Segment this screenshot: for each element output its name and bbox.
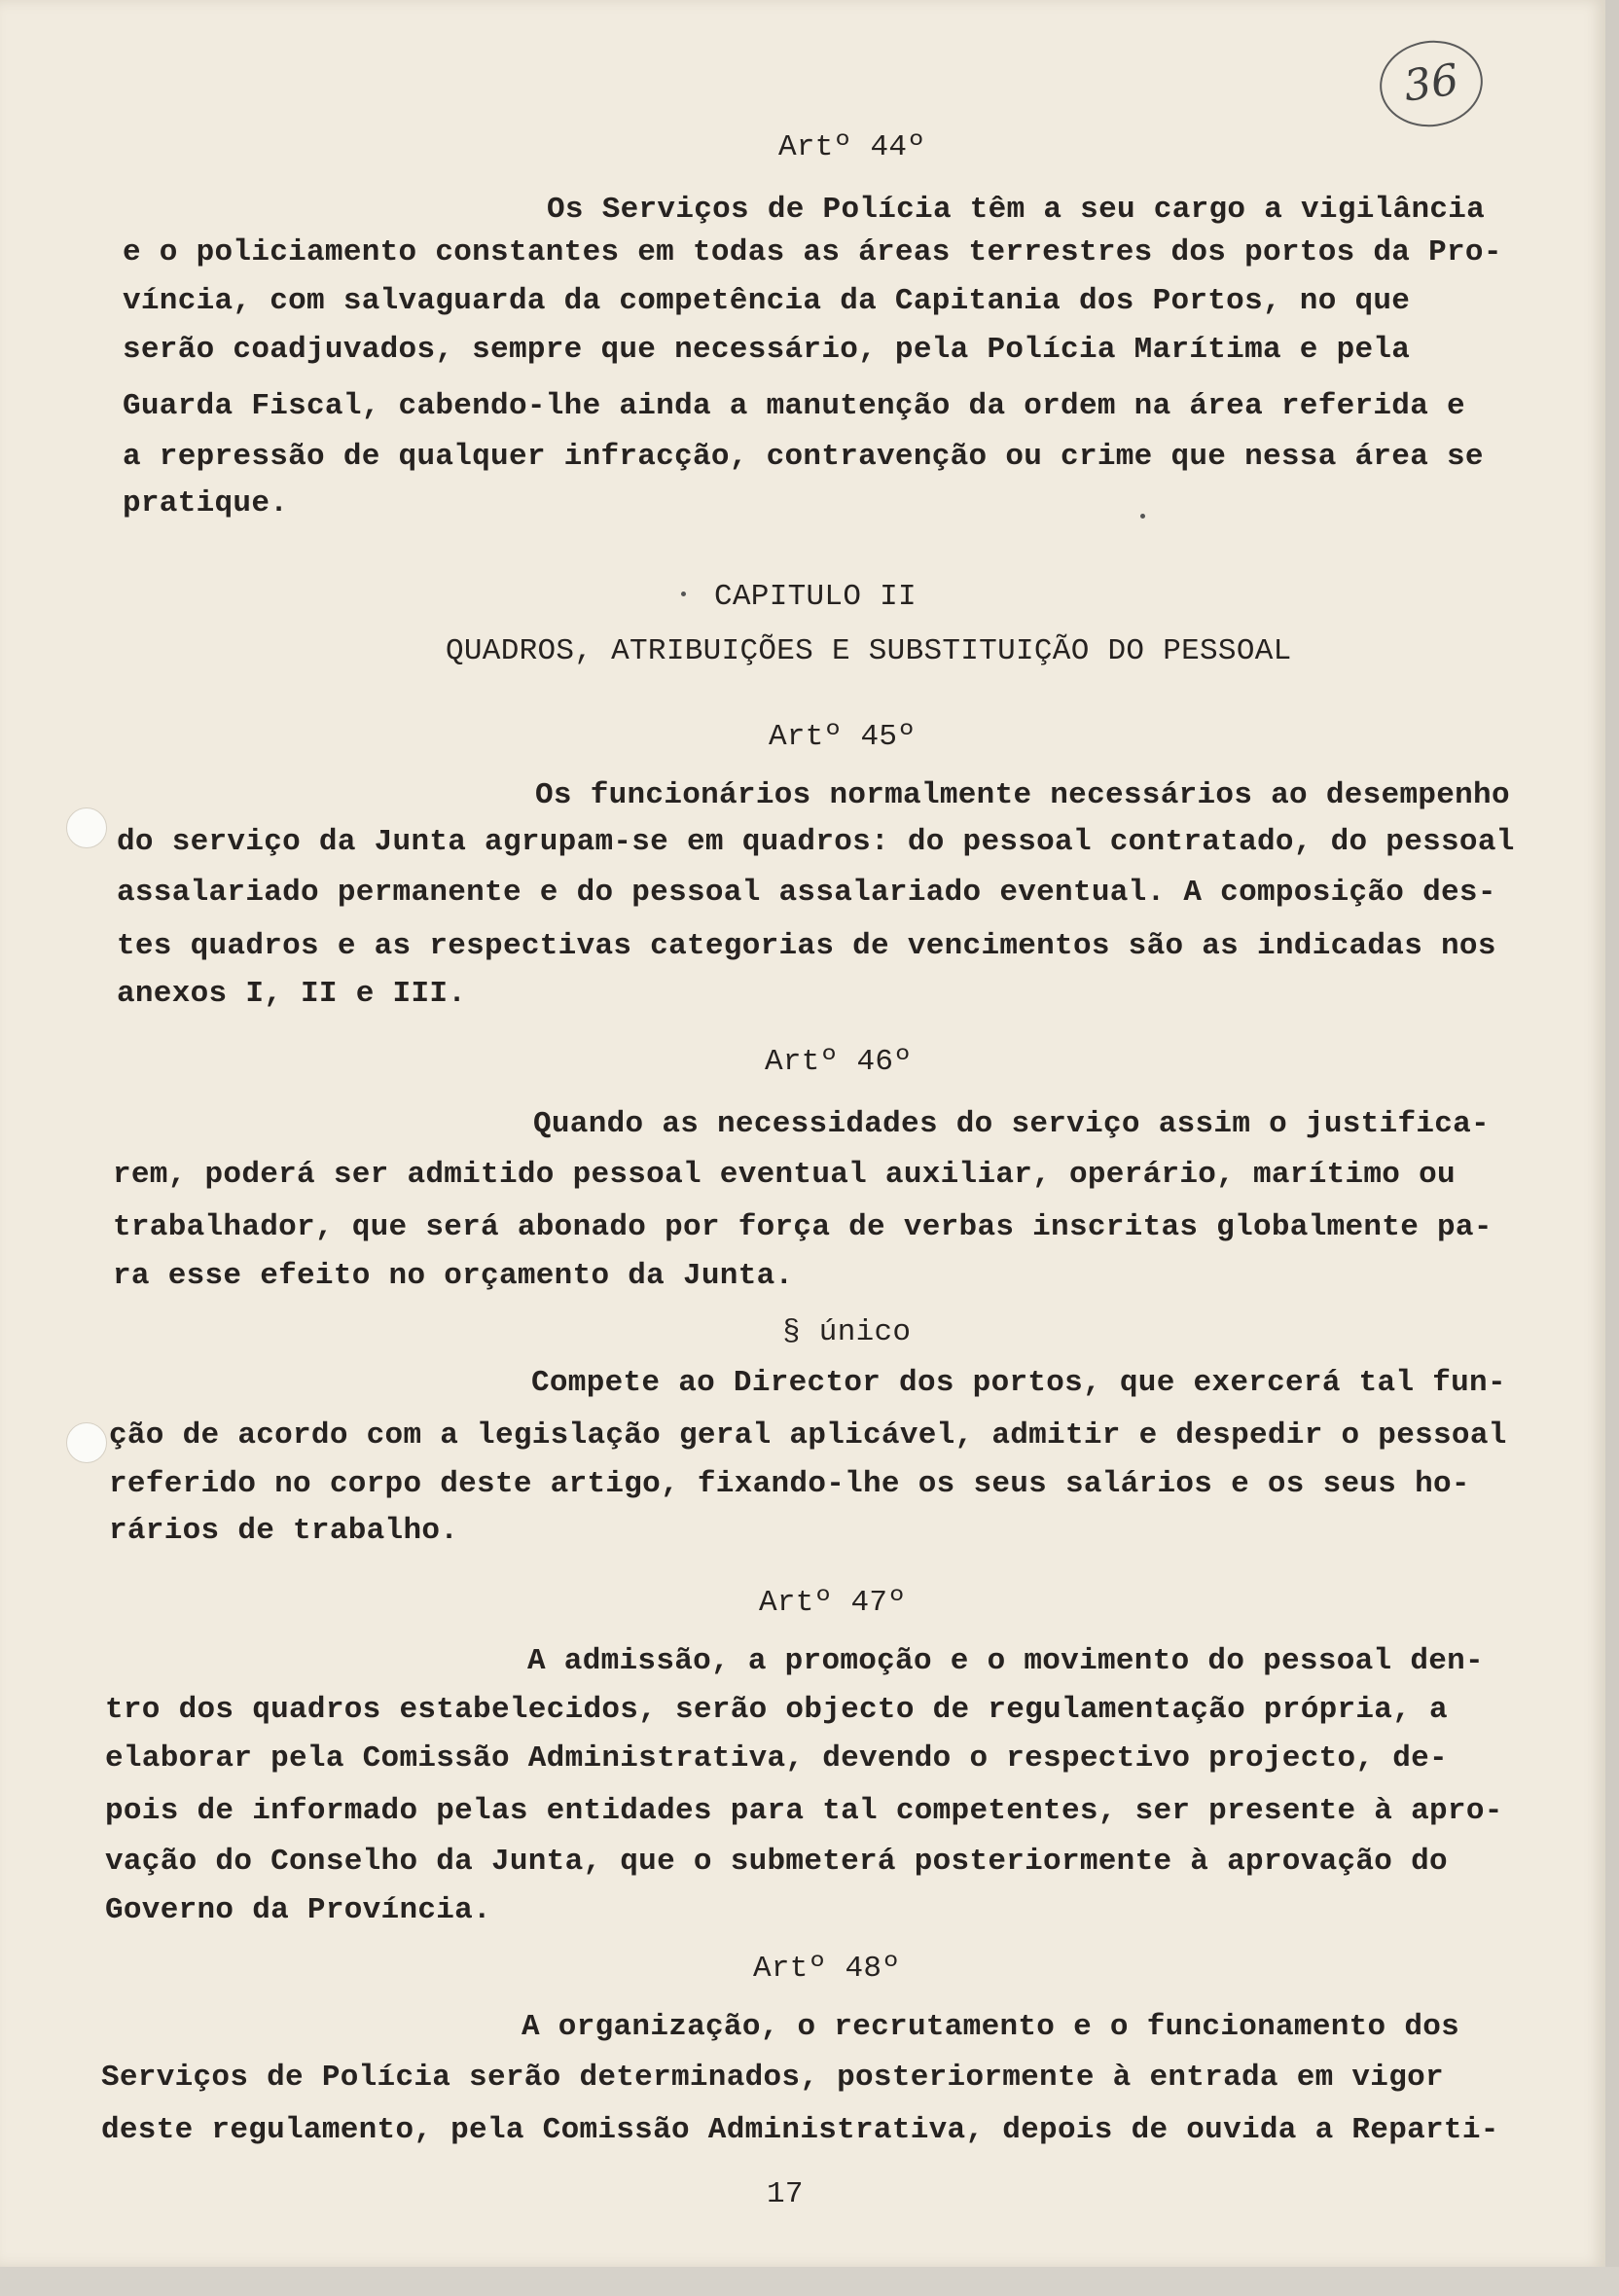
paragraph-line: Quando as necessidades do serviço assim o justifica- <box>533 1107 1490 1141</box>
paragraph-line: Os funcionários normalmente necessários ao desempenho <box>535 778 1510 812</box>
paragraph-line: referido no corpo deste artigo, fixando-lhe os seus salários e os seus ho- <box>109 1467 1470 1501</box>
paragraph-line: rários de trabalho. <box>109 1514 459 1548</box>
folio-stamp: 36 <box>1374 34 1488 133</box>
paragraph-line: tro dos quadros estabelecidos, serão objecto de regulamentação própria, a <box>105 1693 1448 1727</box>
paragraph-line: vação do Conselho da Junta, que o submeterá posteriormente à aprovação do <box>105 1845 1448 1879</box>
paragraph-line: ra esse efeito no orçamento da Junta. <box>113 1259 794 1293</box>
paragraph-line: Compete ao Director dos portos, que exercerá tal fun- <box>531 1366 1506 1400</box>
article-heading-44: Artº 44º <box>778 130 926 164</box>
chapter-heading: CAPITULO II <box>714 580 917 614</box>
paragraph-line: A admissão, a promoção e o movimento do pessoal den- <box>527 1644 1484 1678</box>
punch-hole-top <box>66 807 107 848</box>
paragraph-line: anexos I, II e III. <box>117 977 467 1011</box>
page-bottom-edge <box>0 2267 1619 2296</box>
paragraph-line: ção de acordo com a legislação geral aplicável, admitir e despedir o pessoal <box>109 1418 1507 1453</box>
stray-mark <box>681 592 686 596</box>
paragraph-line: Guarda Fiscal, cabendo-lhe ainda a manutenção da ordem na área referida e <box>123 389 1465 423</box>
paragraph-line: pois de informado pelas entidades para tal competentes, ser presente à apro- <box>105 1794 1503 1828</box>
paragraph-line: rem, poderá ser admitido pessoal eventual auxiliar, operário, marítimo ou <box>113 1158 1456 1192</box>
article-heading-45: Artº 45º <box>769 720 917 754</box>
paragraph-line: elaborar pela Comissão Administrativa, devendo o respectivo projecto, de- <box>105 1741 1448 1776</box>
paragraph-line: assalariado permanente e do pessoal assalariado eventual. A composição des- <box>117 876 1496 910</box>
page-number: 17 <box>767 2177 804 2211</box>
paragraph-line: serão coadjuvados, sempre que necessário, pela Polícia Marítima e pela <box>123 333 1411 367</box>
paragraph-line: Os Serviços de Polícia têm a seu cargo a vigilância <box>547 193 1486 227</box>
punch-hole-bottom <box>66 1422 107 1463</box>
stray-mark <box>1140 514 1145 519</box>
paragraph-line: do serviço da Junta agrupam-se em quadros: do pessoal contratado, do pessoal <box>117 825 1515 859</box>
paragraph-line: deste regulamento, pela Comissão Administrativa, depois de ouvida a Reparti- <box>101 2113 1499 2147</box>
paragraph-line: e o policiamento constantes em todas as áreas terrestres dos portos da Pro- <box>123 235 1502 269</box>
paragraph-line: Governo da Província. <box>105 1893 491 1927</box>
paragraph-line: víncia, com salvaguarda da competência da Capitania dos Portos, no que <box>123 284 1411 318</box>
article-heading-47: Artº 47º <box>759 1586 907 1620</box>
article-heading-48: Artº 48º <box>753 1952 901 1986</box>
page-edge <box>1605 0 1619 2296</box>
chapter-title: QUADROS, ATRIBUIÇÕES E SUBSTITUIÇÃO DO PESSOAL <box>446 634 1292 668</box>
paragraph-line: trabalhador, que será abonado por força de verbas inscritas globalmente pa- <box>113 1210 1493 1244</box>
paragraph-line: pratique. <box>123 486 289 520</box>
paragraph-line: tes quadros e as respectivas categorias de vencimentos são as indicadas nos <box>117 929 1496 963</box>
article-heading-46: Artº 46º <box>765 1045 913 1079</box>
paragraph-line: a repressão de qualquer infracção, contravenção ou crime que nessa área se <box>123 440 1484 474</box>
paragraph-line: Serviços de Polícia serão determinados, posteriormente à entrada em vigor <box>101 2061 1444 2095</box>
paragraph-line: A organização, o recrutamento e o funcionamento dos <box>522 2010 1460 2044</box>
section-heading-unico: § único <box>782 1315 912 1349</box>
